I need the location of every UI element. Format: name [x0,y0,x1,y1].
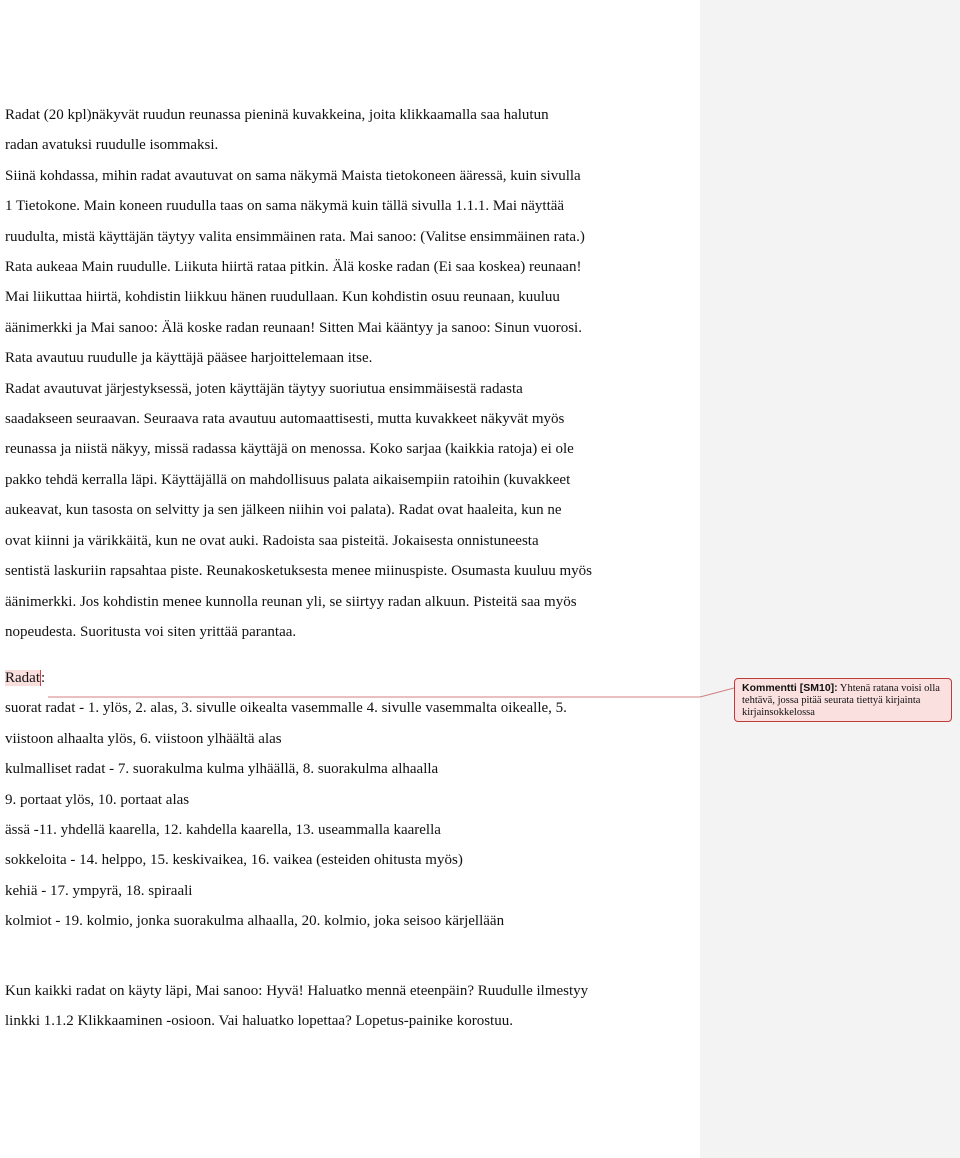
text-line: ruudulta, mistä käyttäjän täytyy valita ensimmäinen rata. Mai sanoo: (Valitse ensimmäinen rata.) [5,228,585,245]
radat-list-section [5,663,695,937]
paragraph-radat-description [5,100,695,647]
text-line: äänimerkki. Jos kohdistin menee kunnolla reunan yli, se siirtyy radan alkuun. Pisteitä saa myös [5,593,577,610]
text-line: reunassa ja niistä näkyy, missä radassa käyttäjä on menossa. Koko sarjaa (kaikkia ratoja) ei ole [5,441,574,458]
text-line: Radat avautuvat järjestyksessä, joten käyttäjän täytyy suoriutua ensimmäisestä radasta [5,380,523,397]
comment-anchor-radat[interactable]: Radat [5,670,40,686]
text-line: ovat kiinni ja värikkäitä, kun ne ovat auki. Radoista saa pisteitä. Jokaisesta onnistuneesta [5,532,539,549]
list-line: kolmiot - 19. kolmio, jonka suorakulma alhaalla, 20. kolmio, joka seisoo kärjellään [5,913,505,930]
text-line: äänimerkki ja Mai sanoo: Älä koske radan reunaan! Sitten Mai kääntyy ja sanoo: Sinun vuorosi. [5,319,582,336]
list-line: suorat radat - 1. ylös, 2. alas, 3. sivulle oikealta vasemmalle 4. sivulle vasemmalta oikealle, 5. [5,700,567,717]
text-line: sentistä laskuriin rapsahtaa piste. Reunakosketuksesta menee miinuspiste. Osumasta kuuluu myös [5,563,592,580]
text-line: 1 Tietokone. Main koneen ruudulla taas on sama näkymä kuin tällä sivulla 1.1.1. Mai näyttää [5,198,565,215]
text-line: radan avatuksi ruudulle isommaksi. [5,137,219,154]
text-line: Siinä kohdassa, mihin radat avautuvat on sama näkymä Maista tietokoneen ääressä, kuin sivulla [5,167,581,184]
text-line: Kun kaikki radat on käyty läpi, Mai sanoo: Hyvä! Haluatko mennä eteenpäin? Ruudulle ilmestyy [5,983,589,999]
list-line: kulmalliset radat - 7. suorakulma kulma ylhäällä, 8. suorakulma alhaalla [5,761,439,778]
comment-balloon[interactable] [734,678,952,722]
list-line: ässä -11. yhdellä kaarella, 12. kahdella kaarella, 13. useammalla kaarella [5,822,441,839]
paragraph-ending [5,976,695,1037]
list-line: sokkeloita - 14. helppo, 15. keskivaikea, 16. vaikea (esteiden ohitusta myös) [5,852,463,869]
list-line: kehiä - 17. ympyrä, 18. spiraali [5,882,193,899]
comment-author-label: Kommentti [SM10]: [742,682,838,694]
text-line: Radat (20 kpl)näkyvät ruudun reunassa pieninä kuvakkeina, joita klikkaamalla saa halutun [5,107,549,123]
text-line: pakko tehdä kerralla läpi. Käyttäjällä on mahdollisuus palata aikaisempiin ratoihin (kuvakkeet [5,471,571,488]
text-line: aukeavat, kun tasosta on selvitty ja sen jälkeen niihin voi palata). Radat ovat haaleita, kun ne [5,502,562,519]
list-line: 9. portaat ylös, 10. portaat alas [5,791,190,808]
text-line: saadakseen seuraavan. Seuraava rata avautuu automaattisesti, mutta kuvakkeet näkyvät myös [5,411,565,428]
list-line: viistoon alhaalta ylös, 6. viistoon ylhäältä alas [5,730,282,747]
text-line: nopeudesta. Suoritusta voi siten yrittää parantaa. [5,623,297,640]
radat-heading-line [5,663,695,693]
text-line: Rata aukeaa Main ruudulle. Liikuta hiirtä rataa pitkin. Älä koske radan (Ei saa koskea) reunaan! [5,259,582,276]
text-line: Rata avautuu ruudulle ja käyttäjä pääsee harjoittelemaan itse. [5,350,373,367]
text-line: Mai liikuttaa hiirtä, kohdistin liikkuu hänen ruudullaan. Kun kohdistin osuu reunaan, kuuluu [5,289,560,306]
comment-text: Yhtenä ratana voisi olla tehtävä, jossa pitää seurata tiettyä kirjainta kirjainsokkelossa [742,683,940,718]
comment-pane [700,0,960,1158]
radat-heading-colon: : [41,670,46,686]
text-line: linkki 1.1.2 Klikkaaminen -osioon. Vai haluatko lopettaa? Lopetus-painike korostuu. [5,1013,513,1030]
